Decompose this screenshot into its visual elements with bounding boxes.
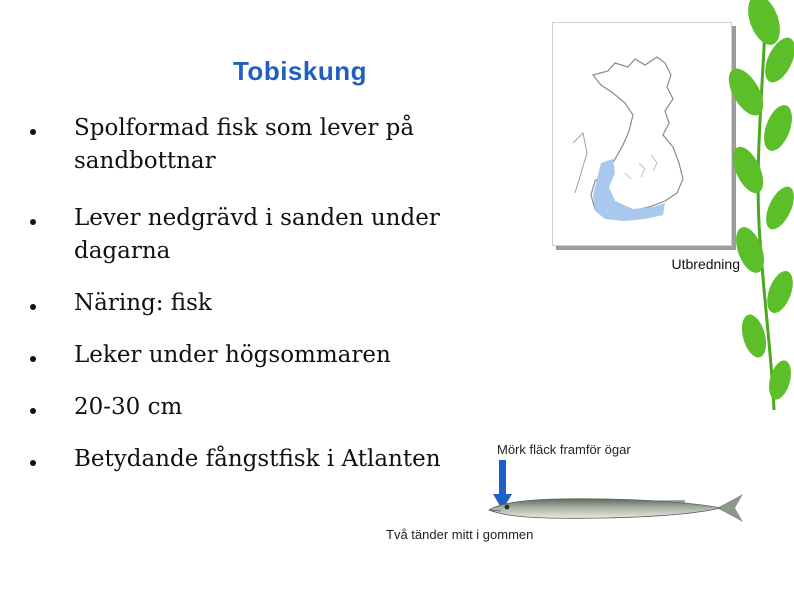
bullet-text: Lever nedgrävd i sanden under dagarna [74,205,440,264]
bullet-text: Leker under högsommaren [74,342,391,368]
bullet-dot-icon [30,460,36,466]
slide-title: Tobiskung [232,56,367,86]
bullet-item [26,339,466,372]
bullet-dot-icon [30,356,36,362]
bullet-text: 20-30 cm [74,394,183,420]
finland-map-icon [553,23,731,245]
bullet-item [26,112,466,178]
bullet-item [26,391,466,424]
bullet-item [26,287,466,320]
distribution-map [552,22,732,246]
bullet-dot-icon [30,408,36,414]
bullet-item [26,443,466,476]
plant-leaves-icon [724,0,794,410]
bullet-item [26,202,466,268]
annotation-dark-spot: Mörk fläck framför ögar [497,442,631,457]
bullet-text: Betydande fångstfisk i Atlanten [74,446,441,472]
annotation-teeth: Två tänder mitt i gommen [386,527,534,542]
bullet-text: Näring: fisk [74,290,212,316]
map-caption: Utbredning [671,256,740,272]
bullet-text: Spolformad fisk som lever på sandbottnar [74,115,415,174]
sand-eel-fish-icon [485,488,747,530]
bullet-dot-icon [30,304,36,310]
bullet-list [26,112,466,476]
bullet-dot-icon [30,129,36,135]
bullet-dot-icon [30,219,36,225]
